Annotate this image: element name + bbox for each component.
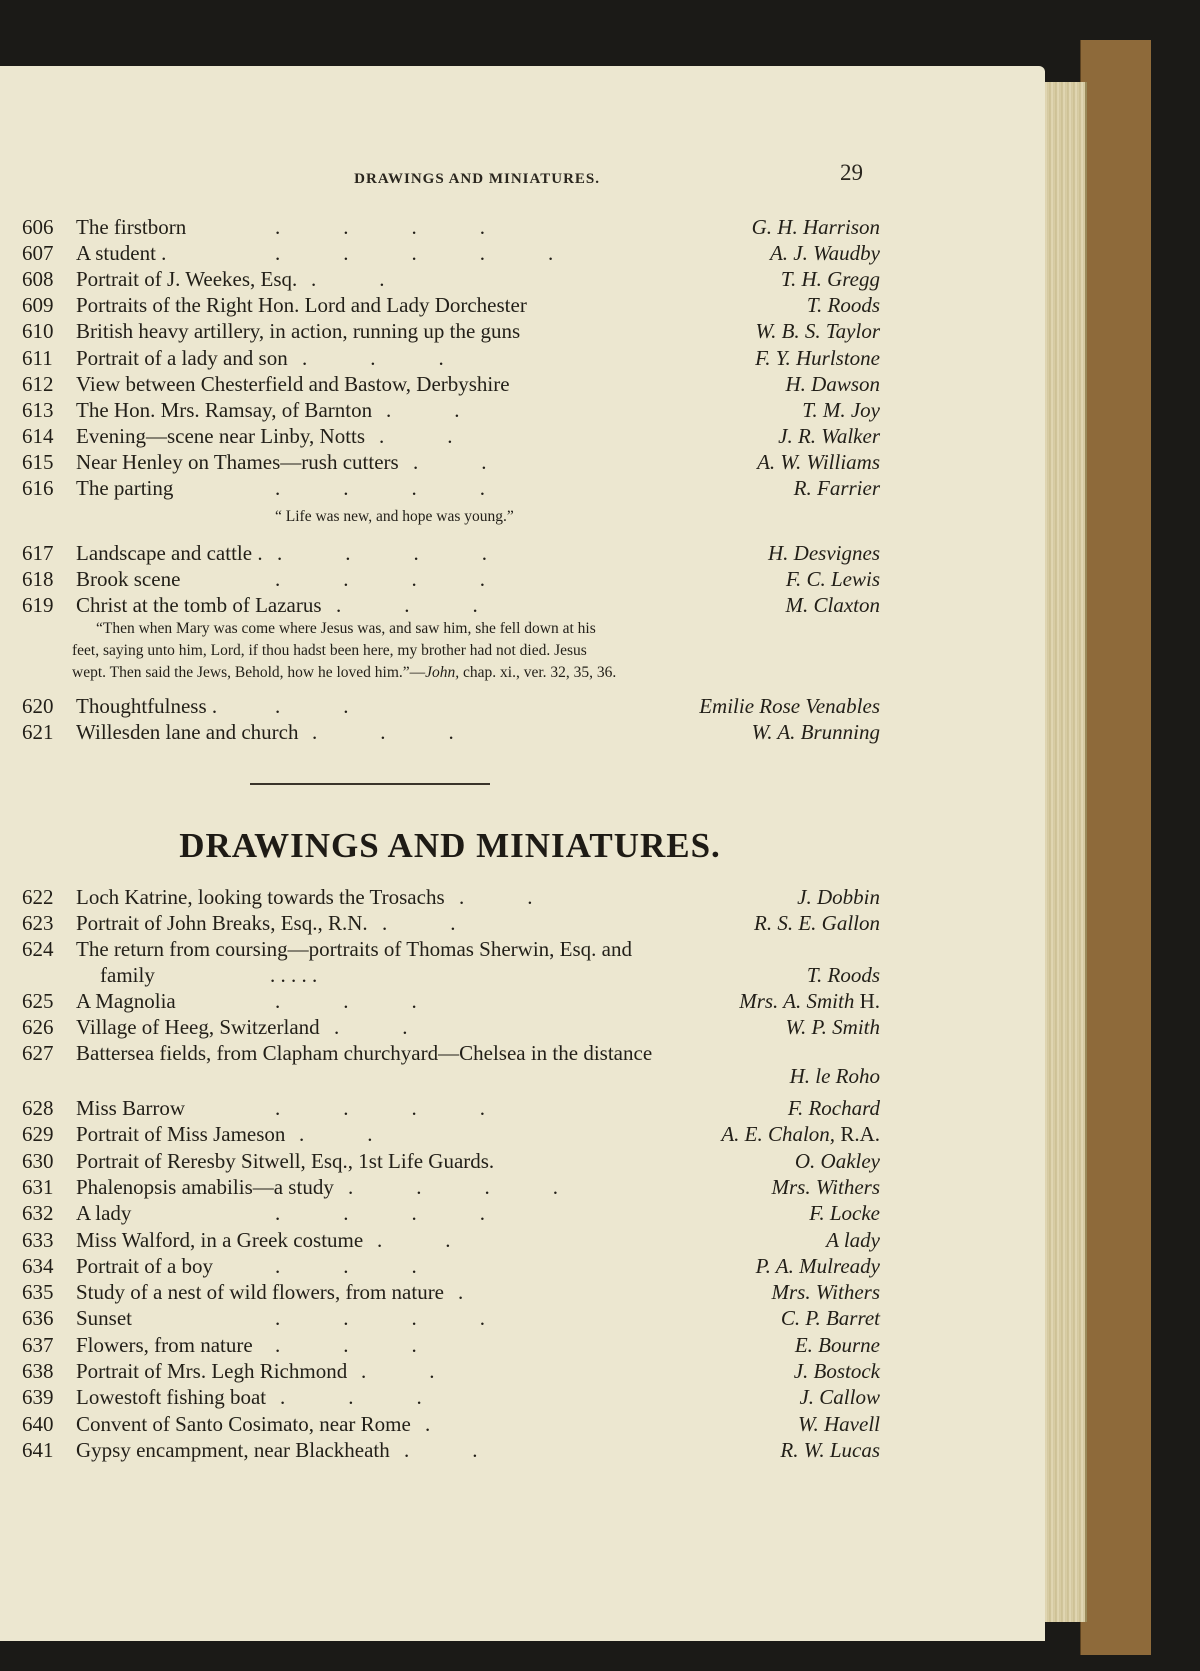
entry-artist: J. Callow xyxy=(799,1385,880,1410)
entry-625 xyxy=(0,988,1045,1014)
entry-number: 613 xyxy=(22,397,54,422)
entry-number: 629 xyxy=(22,1122,54,1147)
entry-title: The Hon. Mrs. Ramsay, of Barnton xyxy=(76,397,373,422)
entry-title: family xyxy=(100,963,155,987)
entry-artist: Mrs. Withers xyxy=(771,1174,880,1199)
entry-number: 628 xyxy=(22,1096,54,1120)
entry-title: Portrait of Mrs. Legh Richmond xyxy=(76,1359,348,1383)
entry-leader: . . xyxy=(404,1437,478,1462)
entry-leader: . xyxy=(458,1280,464,1305)
entry-leader: . . . xyxy=(275,989,417,1013)
entry-606 xyxy=(0,214,1045,240)
entry-leader: . . . . xyxy=(275,476,485,500)
entry-leader: . . . . xyxy=(275,1306,485,1331)
entry-title: A student . xyxy=(76,241,167,266)
entry-leader: . . . xyxy=(275,1332,417,1357)
entry-artist: C. P. Barret xyxy=(780,1306,880,1331)
entry-number: 636 xyxy=(22,1306,54,1331)
entry-626 xyxy=(0,1014,1045,1040)
entry-641 xyxy=(0,1437,1045,1463)
entry-title: A Magnolia xyxy=(76,989,176,1013)
entry-609 xyxy=(0,292,1045,318)
entry-artist: G. H. Harrison xyxy=(751,215,880,239)
entry-title: Brook scene xyxy=(76,567,181,591)
entry-613 xyxy=(0,397,1045,423)
section-title: DRAWINGS AND MINIATURES. xyxy=(179,826,721,865)
entry-leader: . . xyxy=(299,1122,373,1147)
entry-title: British heavy artillery, in action, running up the guns xyxy=(76,319,521,344)
entry-number: 641 xyxy=(22,1437,54,1462)
entry-639 xyxy=(0,1384,1045,1410)
entry-artist: M. Claxton xyxy=(785,593,880,617)
entry-618 xyxy=(0,566,1045,592)
entry-number: 611 xyxy=(22,345,53,370)
entry-634 xyxy=(0,1253,1045,1279)
entry-leader: . . . xyxy=(302,345,444,370)
entry-artist: T. M. Joy xyxy=(802,397,880,422)
entry-title: The return from coursing—portraits of Thomas Sherwin, Esq. and xyxy=(76,937,632,961)
quote-619-citation: John, xyxy=(425,664,460,681)
entry-612 xyxy=(0,371,1045,397)
entry-artist: J. Dobbin xyxy=(797,885,880,909)
entry-leader: . . . . . xyxy=(275,241,554,266)
entry-number: 609 xyxy=(22,293,54,318)
entry-artist: A lady xyxy=(826,1227,880,1252)
entry-title: Landscape and cattle . xyxy=(76,541,263,565)
entry-number: 634 xyxy=(22,1253,54,1278)
entry-leader: . . . . xyxy=(275,1201,485,1226)
entry-615 xyxy=(0,449,1045,475)
entry-614 xyxy=(0,423,1045,449)
entry-title: Flowers, from nature xyxy=(76,1332,253,1357)
entry-artist: P. A. Mulready xyxy=(755,1253,880,1278)
entry-631 xyxy=(0,1174,1045,1200)
entry-artist: H. Desvignes xyxy=(768,541,880,565)
entry-628 xyxy=(0,1095,1045,1121)
quote-619-line-1: “Then when Mary was come where Jesus was, and saw him, she fell down at his xyxy=(96,620,596,637)
entry-title: Portrait of J. Weekes, Esq. xyxy=(76,267,298,292)
entry-627-artist-line xyxy=(0,1063,1045,1089)
entry-leader: . . xyxy=(377,1227,451,1252)
entry-number: 637 xyxy=(22,1332,54,1357)
entry-number: 606 xyxy=(22,215,54,239)
entry-artist: F. Y. Hurlstone xyxy=(755,345,880,370)
entry-title: Portraits of the Right Hon. Lord and Lady Dorchester xyxy=(76,293,527,318)
entry-title: View between Chesterfield and Bastow, Derbyshire xyxy=(76,371,510,396)
entry-number: 630 xyxy=(22,1148,54,1173)
entry-artist: T. H. Gregg xyxy=(780,267,880,292)
quote-619-line-2: feet, saying unto him, Lord, if thou hadst been here, my brother had not died. Jesus xyxy=(72,642,587,659)
entry-632 xyxy=(0,1200,1045,1226)
entry-629 xyxy=(0,1121,1045,1147)
entry-artist: Mrs. A. Smith H. xyxy=(739,989,880,1013)
entry-610 xyxy=(0,318,1045,344)
entry-title: The parting xyxy=(76,476,174,500)
entry-leader: . . xyxy=(311,267,385,292)
entry-artist: W. B. S. Taylor xyxy=(755,319,880,344)
entry-artist: F. Rochard xyxy=(787,1096,880,1120)
entry-638 xyxy=(0,1358,1045,1384)
entry-number: 631 xyxy=(22,1174,54,1199)
entry-title: Portrait of a boy xyxy=(76,1253,214,1278)
entry-number: 635 xyxy=(22,1280,54,1305)
entry-leader: . . xyxy=(413,449,487,474)
entry-leader: . . . xyxy=(275,1253,417,1278)
entry-artist: R. S. E. Gallon xyxy=(754,911,880,935)
entry-artist: O. Oakley xyxy=(794,1148,880,1173)
entry-number: 626 xyxy=(22,1015,54,1039)
entry-leader: . . . xyxy=(312,720,454,744)
entry-number: 616 xyxy=(22,476,54,500)
entry-leader: . . xyxy=(386,397,460,422)
entry-624 xyxy=(0,936,1045,962)
entry-artist: T. Roods xyxy=(806,293,880,318)
entry-leader: . . . . . xyxy=(270,963,318,987)
entry-number: 640 xyxy=(22,1411,54,1436)
entry-title: Study of a nest of wild flowers, from nature xyxy=(76,1280,445,1305)
entry-number: 638 xyxy=(22,1359,54,1383)
entry-624-continuation xyxy=(0,962,1045,988)
entry-artist: F. C. Lewis xyxy=(785,567,880,591)
entry-623 xyxy=(0,910,1045,936)
entry-title: Portrait of Miss Jameson xyxy=(76,1122,286,1147)
entry-leader: . . . . xyxy=(277,541,487,565)
entry-artist: A. E. Chalon, R.A. xyxy=(721,1122,880,1147)
entry-artist: W. A. Brunning xyxy=(751,720,880,744)
entry-title: Miss Barrow xyxy=(76,1096,186,1120)
entry-number: 615 xyxy=(22,449,54,474)
entry-630 xyxy=(0,1148,1045,1174)
entry-number: 633 xyxy=(22,1227,54,1252)
entry-number: 623 xyxy=(22,911,54,935)
entry-artist: A. J. Waudby xyxy=(769,241,880,266)
entry-title: Willesden lane and church xyxy=(76,720,299,744)
entry-artist: J. Bostock xyxy=(793,1359,880,1383)
entry-title: Portrait of John Breaks, Esq., R.N. xyxy=(76,911,368,935)
entry-artist: W. P. Smith xyxy=(785,1015,880,1039)
entry-leader: . xyxy=(425,1411,431,1436)
entry-number: 624 xyxy=(22,937,54,961)
entry-title: Thoughtfulness . xyxy=(76,694,218,718)
entry-artist: H. le Roho xyxy=(789,1064,880,1088)
entry-leader: . . xyxy=(334,1015,408,1039)
entry-number: 625 xyxy=(22,989,54,1013)
entry-leader: . . xyxy=(382,911,456,935)
entry-leader: . . . xyxy=(336,593,478,617)
entry-leader: . . . . xyxy=(275,1096,485,1120)
entry-number: 620 xyxy=(22,694,54,718)
entry-620 xyxy=(0,693,1045,719)
book-cover-edge xyxy=(1080,40,1151,1655)
entry-number: 610 xyxy=(22,319,54,344)
entry-artist: R. W. Lucas xyxy=(780,1437,880,1462)
entry-611 xyxy=(0,345,1045,371)
entry-number: 632 xyxy=(22,1201,54,1226)
entry-607 xyxy=(0,240,1045,266)
page-number: 29 xyxy=(840,160,863,185)
entry-number: 614 xyxy=(22,423,54,448)
entry-title: Phalenopsis amabilis—a study xyxy=(76,1174,334,1199)
entry-artist: F. Locke xyxy=(809,1201,880,1226)
entry-number: 621 xyxy=(22,720,54,744)
entry-artist: W. Havell xyxy=(797,1411,880,1436)
entry-622 xyxy=(0,884,1045,910)
running-header: DRAWINGS AND MINIATURES. xyxy=(354,171,600,187)
entry-621 xyxy=(0,719,1045,745)
entry-title: Near Henley on Thames—rush cutters xyxy=(76,449,399,474)
entry-leader: . . . . xyxy=(275,215,485,239)
entry-title: Evening—scene near Linby, Notts xyxy=(76,423,366,448)
entry-title: Gypsy encampment, near Blackheath xyxy=(76,1437,390,1462)
entry-number: 622 xyxy=(22,885,54,909)
entry-artist: E. Bourne xyxy=(794,1332,880,1357)
quote-619-line-3 xyxy=(72,664,616,682)
entry-title: Christ at the tomb of Lazarus xyxy=(76,593,322,617)
entry-leader: . . xyxy=(361,1359,435,1383)
entry-number: 608 xyxy=(22,267,54,292)
entry-title: Portrait of a lady and son xyxy=(76,345,288,370)
entry-artist: A. W. Williams xyxy=(757,449,880,474)
entry-636 xyxy=(0,1305,1045,1331)
entry-635 xyxy=(0,1279,1045,1305)
entry-title: Convent of Santo Cosimato, near Rome xyxy=(76,1411,411,1436)
entry-leader: . . xyxy=(379,423,453,448)
entry-617 xyxy=(0,540,1045,566)
entry-number: 618 xyxy=(22,567,54,591)
entry-title: The firstborn xyxy=(76,215,187,239)
quote-619-reference: chap. xi., ver. 32, 35, 36. xyxy=(459,664,617,681)
entry-619 xyxy=(0,592,1045,618)
entry-number: 607 xyxy=(22,241,54,266)
entry-637 xyxy=(0,1332,1045,1358)
entry-number: 612 xyxy=(22,371,54,396)
entry-artist: Mrs. Withers xyxy=(771,1280,880,1305)
entry-artist: Emilie Rose Venables xyxy=(699,694,880,718)
entry-artist: H. Dawson xyxy=(785,371,880,396)
entry-number: 619 xyxy=(22,593,54,617)
entry-number: 627 xyxy=(22,1041,54,1065)
entry-leader: . . xyxy=(459,885,533,909)
entry-leader: . . . xyxy=(280,1385,422,1410)
entry-leader: . . xyxy=(275,694,349,718)
entry-640 xyxy=(0,1411,1045,1437)
entry-leader: . . . . xyxy=(275,567,485,591)
entry-608 xyxy=(0,266,1045,292)
entry-title: Portrait of Reresby Sitwell, Esq., 1st Life Guards. xyxy=(76,1148,495,1173)
entry-title: A lady xyxy=(76,1201,132,1226)
section-divider xyxy=(250,783,490,785)
quote-616: “ Life was new, and hope was young.” xyxy=(275,508,514,525)
entry-title: Battersea fields, from Clapham churchyard—Chelsea in the distance xyxy=(76,1041,653,1065)
entry-616 xyxy=(0,475,1045,501)
entry-title: Loch Katrine, looking towards the Trosachs xyxy=(76,885,445,909)
entry-number: 639 xyxy=(22,1385,54,1410)
entry-artist: T. Roods xyxy=(806,963,880,987)
entry-artist: J. R. Walker xyxy=(778,423,880,448)
entry-title: Sunset xyxy=(76,1306,133,1331)
quote-619-text: wept. Then said the Jews, Behold, how he loved him.”— xyxy=(72,664,426,681)
entry-number: 617 xyxy=(22,541,54,565)
entry-title: Village of Heeg, Switzerland xyxy=(76,1015,320,1039)
entry-title: Miss Walford, in a Greek costume xyxy=(76,1227,364,1252)
entry-633 xyxy=(0,1227,1045,1253)
entry-title: Lowestoft fishing boat xyxy=(76,1385,267,1410)
entry-leader: . . . . xyxy=(348,1174,558,1199)
entry-artist: R. Farrier xyxy=(793,476,880,500)
